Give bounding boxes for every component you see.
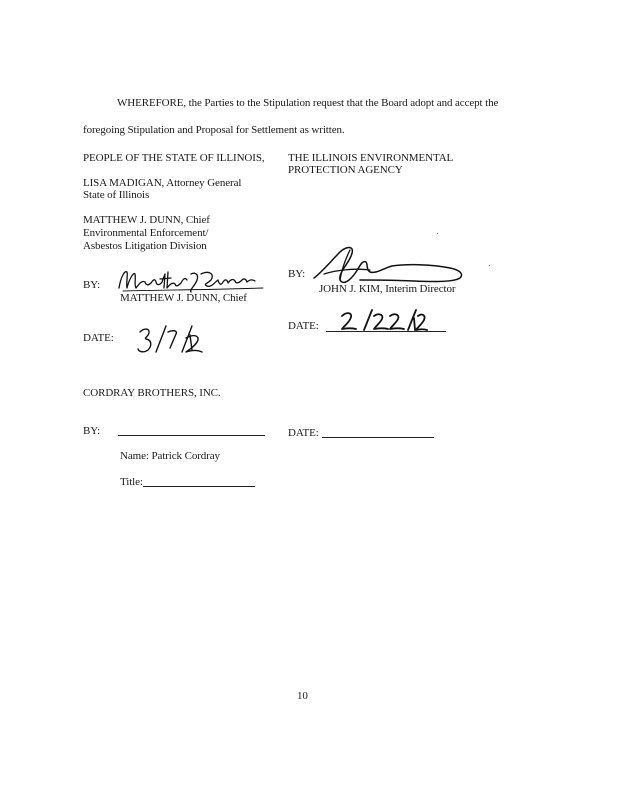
respondent-name: Name: Patrick Cordray bbox=[120, 450, 220, 462]
division-line1: Environmental Enforcement/ bbox=[83, 227, 209, 239]
right-by-label: BY: bbox=[288, 268, 306, 280]
respondent-heading: CORDRAY BROTHERS, INC. bbox=[83, 387, 221, 399]
right-signer-caption: JOHN J. KIM, Interim Director bbox=[319, 283, 456, 295]
respondent-by-label: BY: bbox=[83, 425, 101, 437]
respondent-title-line bbox=[143, 486, 255, 487]
scan-speck bbox=[489, 265, 490, 266]
division-line2: Asbestos Litigation Division bbox=[83, 240, 207, 252]
scan-speck bbox=[437, 233, 438, 234]
attorney-general-name: LISA MADIGAN, Attorney General bbox=[83, 177, 242, 189]
left-handwritten-date bbox=[134, 322, 204, 358]
left-by-label: BY: bbox=[83, 279, 101, 291]
respondent-title-label: Title: bbox=[120, 476, 143, 488]
chief-name: MATTHEW J. DUNN, Chief bbox=[83, 214, 210, 226]
respondent-date-label: DATE: bbox=[288, 427, 319, 439]
right-handwritten-date bbox=[338, 308, 428, 334]
left-party-heading: PEOPLE OF THE STATE OF ILLINOIS, bbox=[83, 152, 265, 164]
attorney-general-state: State of Illinois bbox=[83, 189, 150, 201]
page-number: 10 bbox=[297, 690, 308, 702]
wherefore-paragraph-line1: WHEREFORE, the Parties to the Stipulation request that the Board adopt and accept the bbox=[117, 97, 499, 109]
wherefore-paragraph-line2: foregoing Stipulation and Proposal for Settlement as written. bbox=[83, 124, 345, 136]
respondent-date-line bbox=[322, 437, 434, 438]
right-party-heading-line2: PROTECTION AGENCY bbox=[288, 164, 403, 176]
right-date-label: DATE: bbox=[288, 320, 319, 332]
left-signer-caption: MATTHEW J. DUNN, Chief bbox=[120, 292, 247, 304]
respondent-signature-line bbox=[118, 435, 265, 436]
john-kim-signature bbox=[310, 244, 470, 288]
right-party-heading-line1: THE ILLINOIS ENVIRONMENTAL bbox=[288, 152, 454, 164]
left-date-label: DATE: bbox=[83, 332, 114, 344]
